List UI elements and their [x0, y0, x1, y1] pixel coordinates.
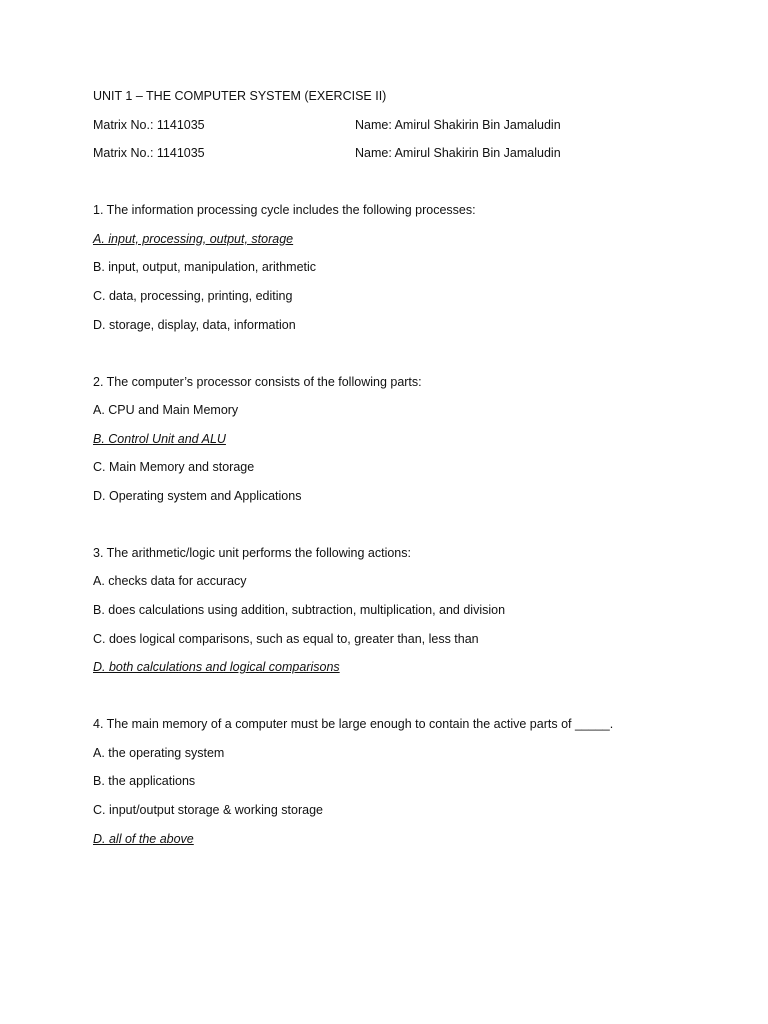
option-item: A. the operating system — [93, 745, 225, 760]
matrix-number: Matrix No.: 1141035 — [93, 146, 205, 161]
question-block — [93, 543, 693, 686]
option-item: B. does calculations using addition, subtraction, multiplication, and division — [93, 603, 506, 618]
student-info-row — [93, 143, 693, 172]
option-item: A. checks data for accuracy — [93, 574, 247, 589]
question-text: 2. The computer’s processor consists of the following parts: — [93, 374, 422, 389]
option-item: B. input, output, manipulation, arithmetic — [93, 260, 317, 275]
student-name: Name: Amirul Shakirin Bin Jamaludin — [355, 117, 561, 132]
option-item: C. Main Memory and storage — [93, 460, 255, 475]
option-item: B. Control Unit and ALU — [93, 431, 226, 446]
question-text: 3. The arithmetic/logic unit performs the following actions: — [93, 545, 411, 560]
question-text: 1. The information processing cycle includes the following processes: — [93, 203, 476, 218]
option-item: C. data, processing, printing, editing — [93, 288, 293, 303]
option-item: D. storage, display, data, information — [93, 317, 296, 332]
option-item: A. input, processing, output, storage — [93, 231, 294, 246]
question-text: 4. The main memory of a computer must be large enough to contain the active parts of _____. — [93, 717, 614, 732]
option-item: D. all of the above — [93, 831, 194, 846]
option-item: B. the applications — [93, 774, 196, 789]
student-name: Name: Amirul Shakirin Bin Jamaludin — [355, 146, 561, 161]
student-info-row — [93, 115, 693, 144]
option-item: D. Operating system and Applications — [93, 488, 302, 503]
spacer — [93, 515, 693, 543]
option-item: C. does logical comparisons, such as equal to, greater than, less than — [93, 631, 479, 646]
option-item: A. CPU and Main Memory — [93, 403, 239, 418]
question-block — [93, 372, 693, 515]
question-block — [93, 714, 693, 857]
question-block — [93, 200, 693, 343]
document-title: UNIT 1 – THE COMPUTER SYSTEM (EXERCISE II) — [93, 89, 387, 103]
matrix-number: Matrix No.: 1141035 — [93, 117, 205, 132]
spacer — [93, 686, 693, 714]
option-item: C. input/output storage & working storage — [93, 803, 323, 818]
document-page — [93, 86, 693, 857]
spacer — [93, 343, 693, 371]
spacer — [93, 172, 693, 200]
option-item: D. both calculations and logical comparisons — [93, 660, 340, 675]
